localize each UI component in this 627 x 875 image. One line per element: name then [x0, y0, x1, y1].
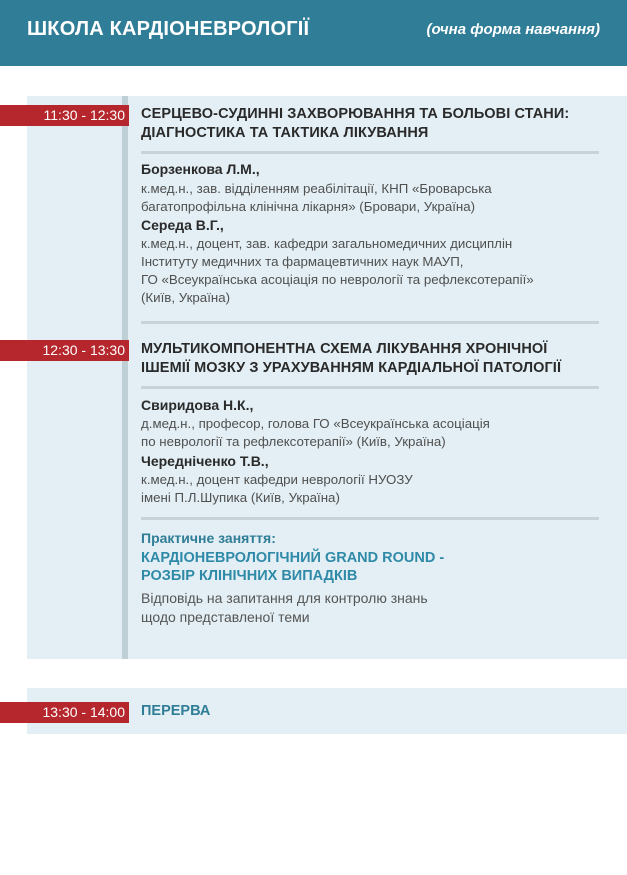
practice-title-line: РОЗБІР КЛІНІЧНИХ ВИПАДКІВ: [141, 568, 358, 584]
session-2-title-line: МУЛЬТИКОМПОНЕНТНА СХЕМА ЛІКУВАННЯ ХРОНІЧНОЇ: [141, 341, 548, 357]
timeline-rule: [122, 96, 128, 659]
session-2-title-line: ІШЕМІЇ МОЗКУ З УРАХУВАННЯМ КАРДІАЛЬНОЇ ПАТОЛОГІЇ: [141, 360, 562, 376]
session-1-title-line: СЕРЦЕВО-СУДИННІ ЗАХВОРЮВАННЯ ТА БОЛЬОВІ СТАНИ:: [141, 106, 570, 122]
speaker-description-line: (Київ, Україна): [141, 290, 231, 305]
divider: [141, 321, 599, 324]
practice-title-line: КАРДІОНЕВРОЛОГІЧНИЙ GRAND ROUND -: [141, 550, 445, 566]
education-mode: (очна форма навчання): [426, 21, 600, 38]
speaker-description-line: по неврології та рефлексотерапії» (Київ, Україна): [141, 434, 446, 449]
page-header: [0, 0, 627, 66]
speaker-description-line: ГО «Всеукраїнська асоціація по неврології та рефлексотерапії»: [141, 272, 534, 287]
speaker-description-line: імені П.Л.Шупика (Київ, Україна): [141, 490, 340, 505]
school-title: ШКОЛА КАРДІОНЕВРОЛОГІЇ: [27, 18, 310, 40]
divider: [141, 517, 599, 520]
speaker-description-line: Інституту медичних та фармацевтичних наук МАУП,: [141, 254, 464, 269]
speaker-name: Чередніченко Т.В.,: [141, 453, 269, 469]
session-1-title: [141, 105, 611, 143]
practice-title: [141, 549, 601, 585]
speaker-description: [141, 471, 611, 507]
session-2-time: 12:30 - 13:30: [0, 340, 129, 361]
speaker-description-line: к.мед.н., доцент, зав. кафедри загальномедичних дисциплін: [141, 236, 513, 251]
practice-label: Практичне заняття:: [141, 530, 276, 546]
break-time: 13:30 - 14:00: [0, 702, 129, 723]
speaker-description-line: к.мед.н., доцент кафедри неврології НУОЗУ: [141, 472, 413, 487]
speaker-name: Свиридова Н.К.,: [141, 397, 254, 413]
speaker-description-line: багатопрофільна клінічна лікарня» (Бровари, Україна): [141, 199, 476, 214]
break-label: ПЕРЕРВА: [141, 703, 211, 719]
practice-description-line: щодо представленої теми: [141, 609, 310, 625]
practice-description: [141, 589, 601, 627]
speaker-description: [141, 415, 611, 451]
divider: [141, 386, 599, 389]
speaker-description-line: д.мед.н., професор, голова ГО «Всеукраїнська асоціація: [141, 416, 490, 431]
speaker-description-line: к.мед.н., зав. відділенням реабілітації, КНП «Броварська: [141, 181, 492, 196]
session-1-time: 11:30 - 12:30: [0, 105, 129, 126]
speaker-name: Середа В.Г.,: [141, 217, 224, 233]
practice-description-line: Відповідь на запитання для контролю знань: [141, 590, 428, 606]
speaker-description: [141, 180, 611, 216]
session-2-title: [141, 340, 611, 378]
session-1-title-line: ДІАГНОСТИКА ТА ТАКТИКА ЛІКУВАННЯ: [141, 125, 429, 141]
speaker-name: Борзенкова Л.М.,: [141, 161, 260, 177]
speaker-description: [141, 235, 611, 307]
divider: [141, 151, 599, 154]
